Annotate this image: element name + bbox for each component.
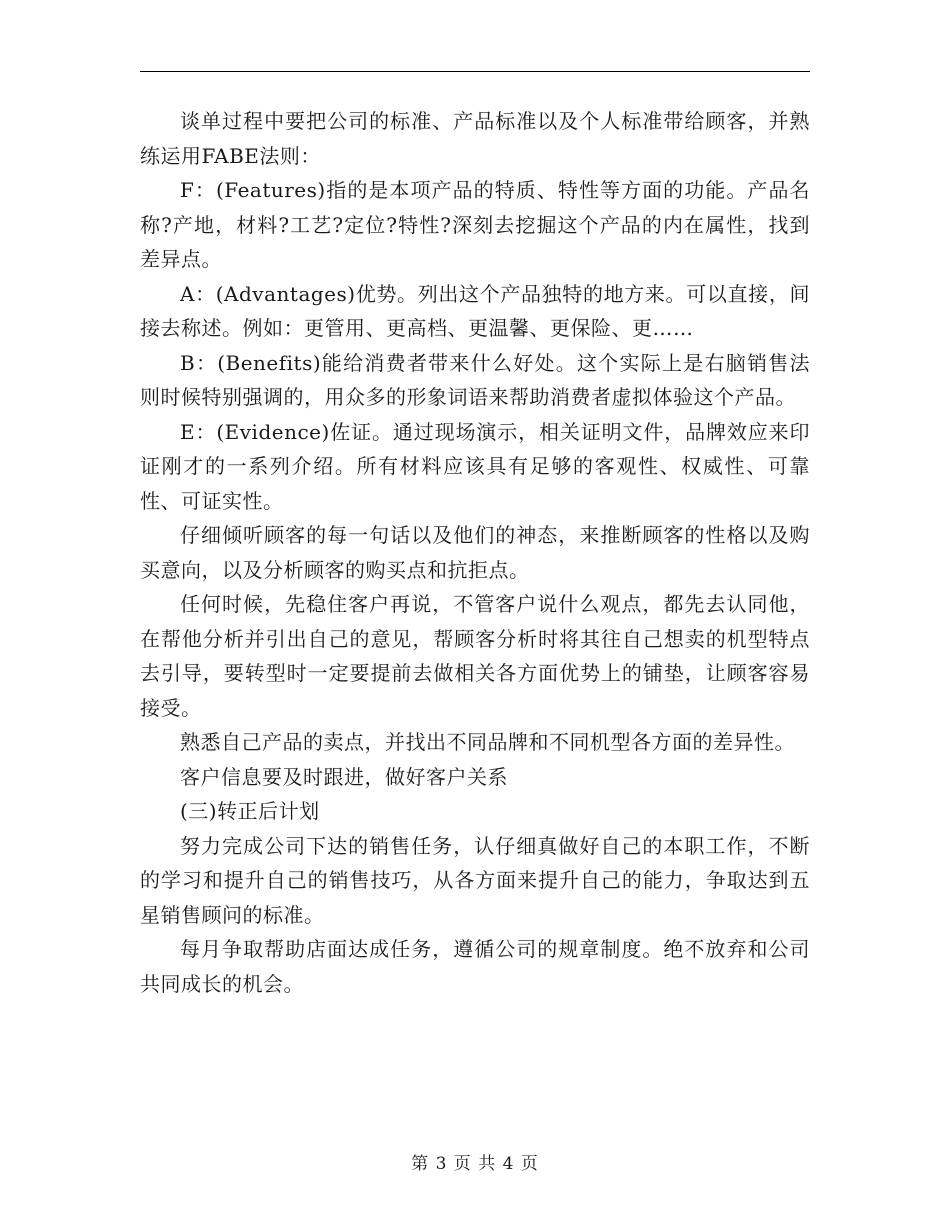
paragraph: 客户信息要及时跟进，做好客户关系: [180, 764, 508, 789]
paragraph: 谈单过程中要把公司的标准、产品标准以及个人标准带给顾客，并熟练运用FABE法则：: [140, 109, 810, 168]
paragraph: 努力完成公司下达的销售任务，认仔细真做好自己的本职工作，不断的学习和提升自己的销售技巧，从各方面来提升自己的能力，争取达到五星销售顾问的标准。: [140, 833, 810, 927]
paragraph: F：(Features)指的是本项产品的特质、特性等方面的功能。产品名称?产地，材料?工艺?定位?特性?深刻去挖掘这个产品的内在属性，找到差异点。: [140, 178, 810, 271]
paragraph: 熟悉自己产品的卖点，并找出不同品牌和不同机型各方面的差异性。: [180, 730, 795, 754]
paragraph: E：(Evidence)佐证。通过现场演示，相关证明文件，品牌效应来印证刚才的一系列介绍。所有材料应该具有足够的客观性、权威性、可靠性、可证实性。: [140, 419, 810, 513]
document-body: [140, 104, 810, 1001]
paragraph: 每月争取帮助店面达成任务，遵循公司的规章制度。绝不放弃和公司共同成长的机会。: [140, 937, 810, 996]
paragraph: 仔细倾听顾客的每一句话以及他们的神态，来推断顾客的性格以及购买意向，以及分析顾客的购买点和抗拒点。: [140, 523, 810, 582]
paragraph: A：(Advantages)优势。列出这个产品独特的地方来。可以直接，间接去称述。例如：更管用、更高档、更温馨、更保险、更……: [140, 281, 810, 340]
page-number-footer: 第 3 页 共 4 页: [411, 1154, 539, 1174]
paragraph: 任何时候，先稳住客户再说，不管客户说什么观点，都先去认同他，在帮他分析并引出自己的意见，帮顾客分析时将其往自己想卖的机型特点去引导，要转型时一定要提前去做相关各方面优势上的铺垫，让顾客容易接受。: [140, 592, 810, 720]
header-rule: [140, 71, 810, 72]
section-heading: (三)转正后计划: [180, 799, 320, 823]
paragraph: B：(Benefits)能给消费者带来什么好处。这个实际上是右脑销售法则时候特别强调的，用众多的形象词语来帮助消费者虚拟体验这个产品。: [140, 350, 810, 409]
